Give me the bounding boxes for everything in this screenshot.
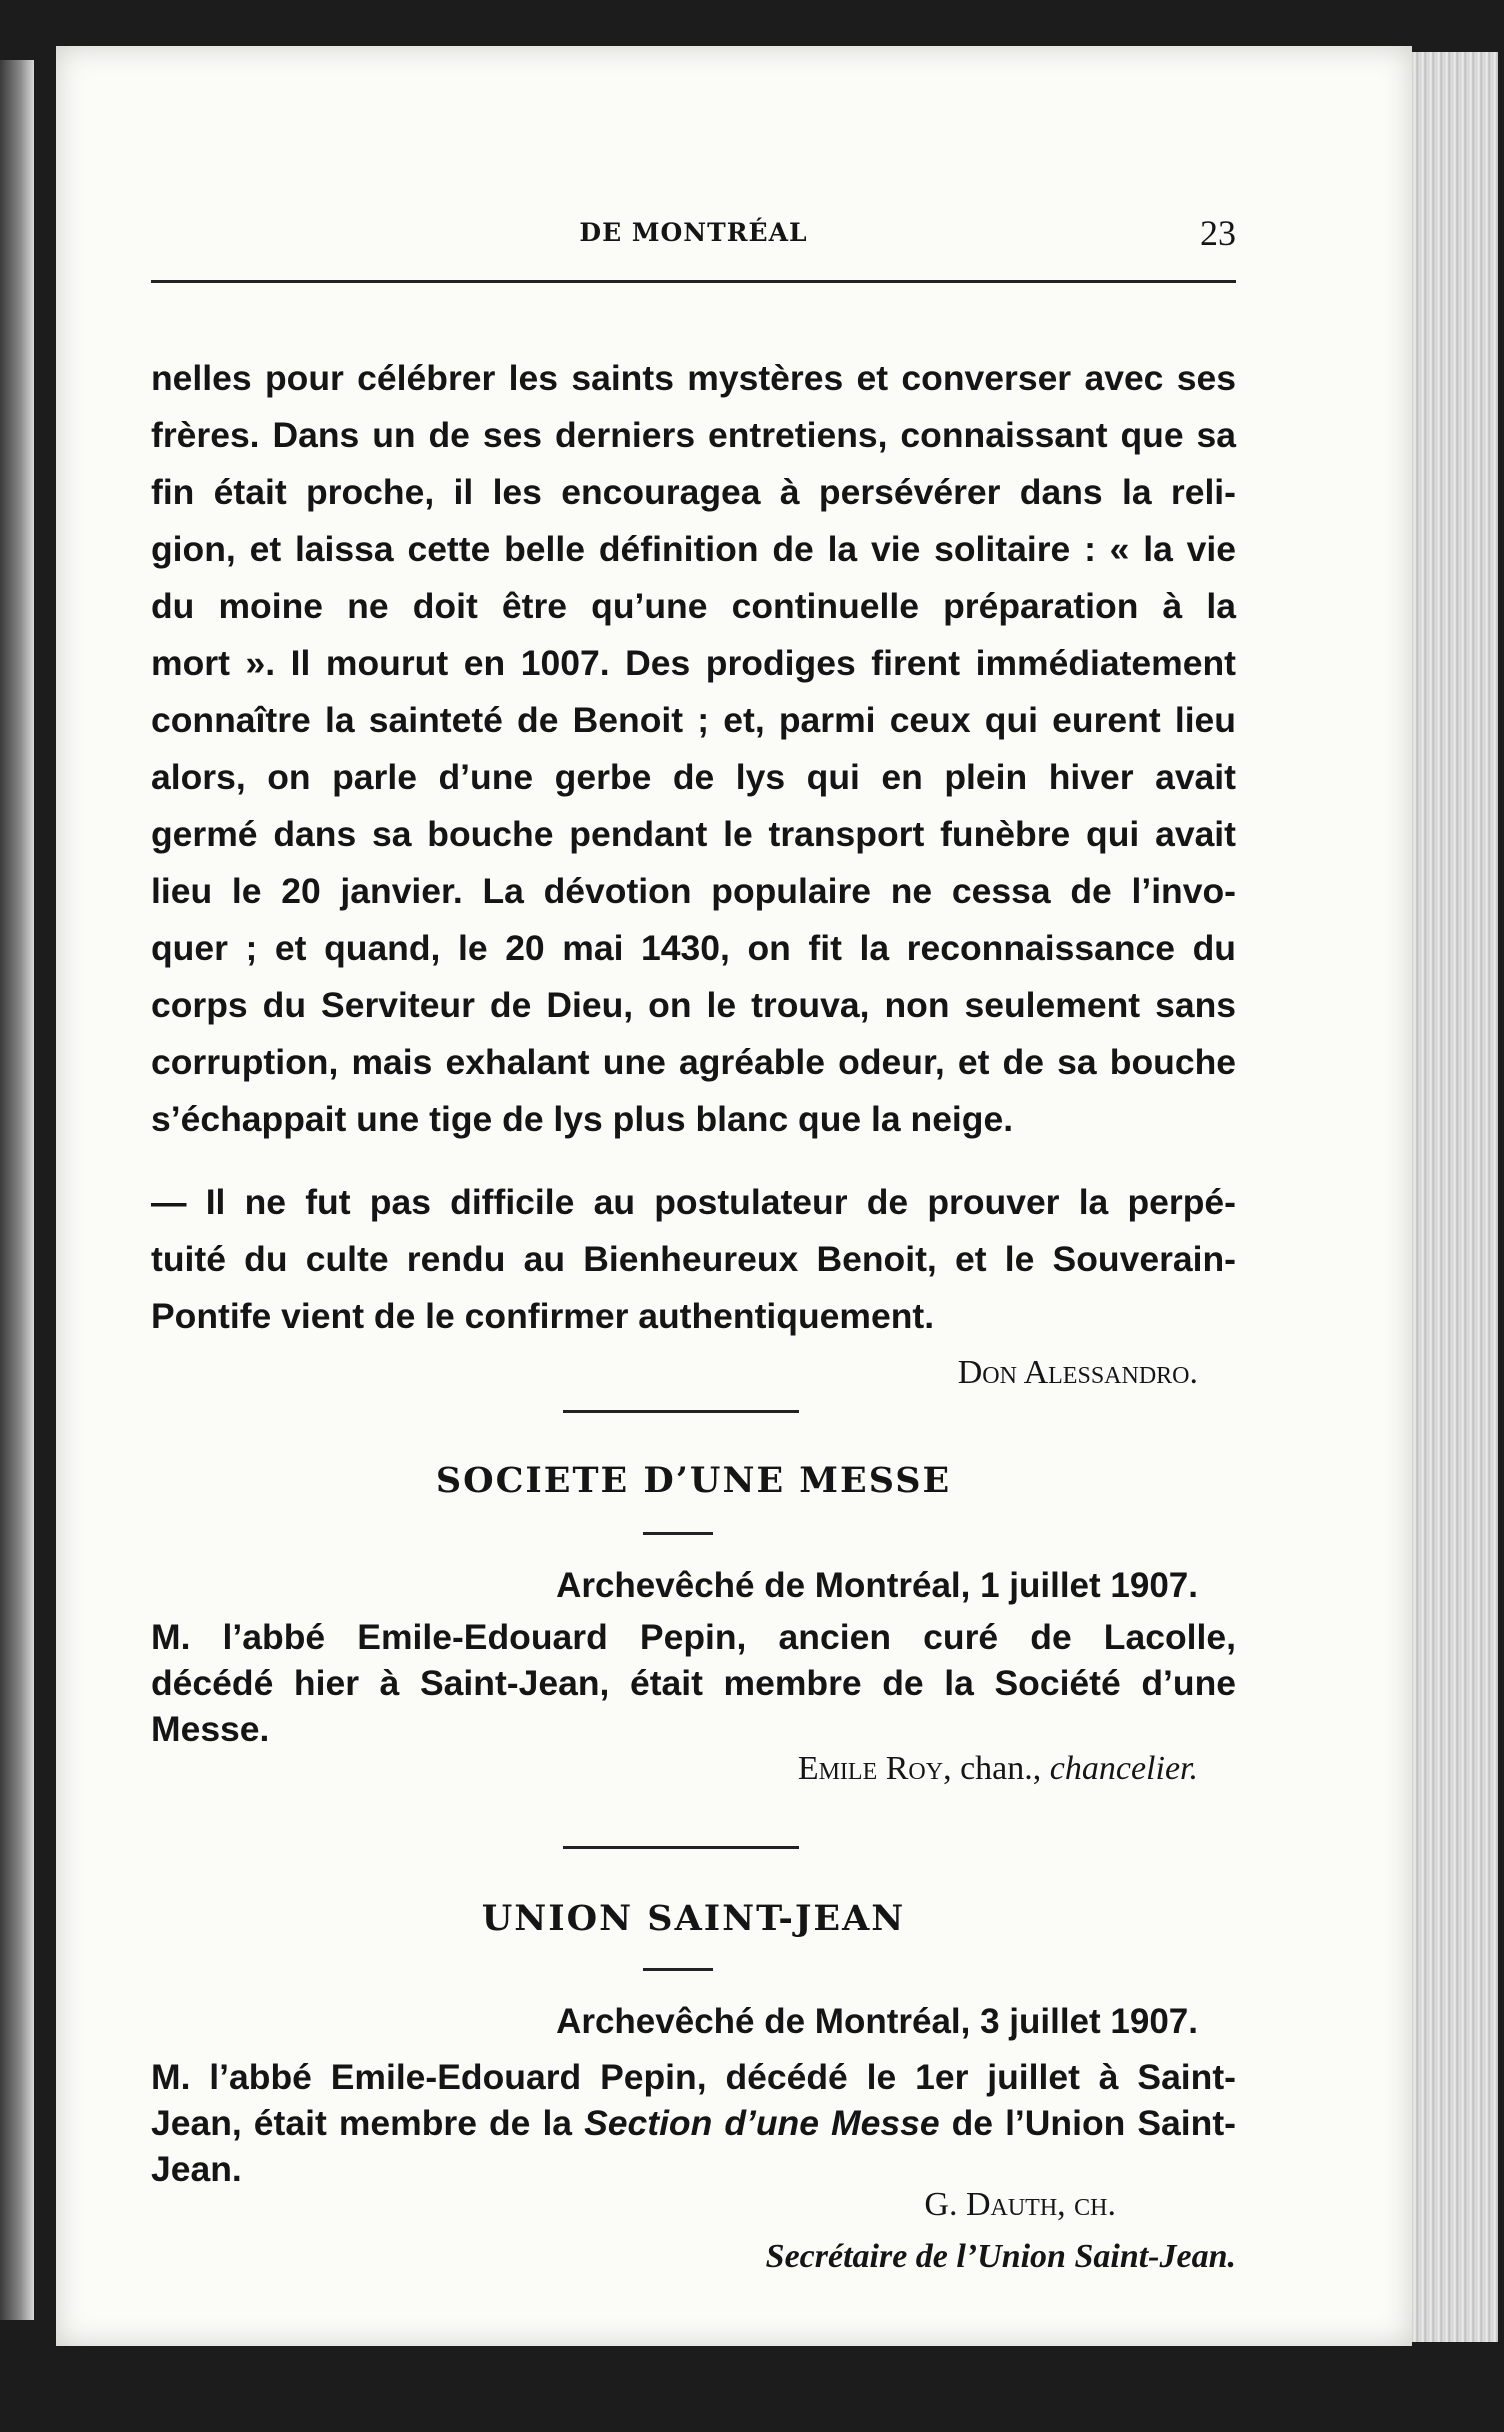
signature-dauth-title: Secrétaire de l’Union Saint-Jean.	[765, 2238, 1236, 2275]
book-page	[56, 46, 1412, 2346]
paragraph-line: mort ». Il mourut en 1007. Des prodiges firent immédiatement	[151, 643, 1236, 683]
running-head	[151, 212, 1236, 252]
paragraph-line: s’échappait une tige de lys plus blanc que la neige.	[151, 1099, 1014, 1139]
paragraph-line: fin était proche, il les encouragea à persévérer dans la reli-	[151, 472, 1236, 512]
paragraph-line: germé dans sa bouche pendant le transport funèbre qui avait	[151, 814, 1236, 854]
separator-rule	[563, 1846, 799, 1849]
paragraph-line: frères. Dans un de ses derniers entretiens, connaissant que sa	[151, 415, 1236, 455]
paragraph-1	[151, 350, 1236, 1148]
notice-line: M. l’abbé Emile-Edouard Pepin, décédé le 1er juillet à Saint-	[151, 2057, 1236, 2097]
notice-line: Messe.	[151, 1709, 270, 1749]
paragraph-line: alors, on parle d’une gerbe de lys qui en plein hiver avait	[151, 757, 1236, 797]
header-rule	[151, 280, 1236, 283]
paragraph-line: Pontife vient de le confirmer authentiquement.	[151, 1296, 935, 1336]
paragraph-line: lieu le 20 janvier. La dévotion populaire ne cessa de l’invo-	[151, 871, 1236, 911]
paragraph-line: nelles pour célébrer les saints mystères et converser avec ses	[151, 358, 1236, 398]
paragraph-line: — Il ne fut pas difficile au postulateur de prouver la perpé-	[151, 1182, 1236, 1222]
paragraph-2	[151, 1174, 1236, 1345]
paragraph-line: tuité du culte rendu au Bienheureux Benoit, et le Souverain-	[151, 1239, 1236, 1279]
dateline-1: Archevêché de Montréal, 1 juillet 1907.	[556, 1566, 1198, 1605]
paragraph-line: du moine ne doit être qu’une continuelle préparation à la	[151, 586, 1236, 626]
notice-italic: Section d’une Messe	[584, 2103, 940, 2143]
signature-dauth: G. Dauth, ch.	[924, 2186, 1116, 2223]
signature-roy	[798, 1750, 1198, 1788]
paragraph-line: connaître la sainteté de Benoit ; et, parmi ceux qui eurent lieu	[151, 700, 1236, 740]
notice-text: Jean, était membre de la	[151, 2103, 585, 2143]
section-title-union: UNION SAINT-JEAN	[481, 1898, 906, 1939]
page-number: 23	[1200, 213, 1236, 253]
notice-line: Jean.	[151, 2149, 242, 2189]
notice-line: M. l’abbé Emile-Edouard Pepin, ancien curé de Lacolle,	[151, 1617, 1236, 1657]
notice-societe	[151, 1614, 1236, 1752]
signature-name: Emile Roy	[797, 1750, 944, 1787]
short-rule	[643, 1968, 713, 1971]
paragraph-line: corps du Serviteur de Dieu, on le trouva, non seulement sans	[151, 985, 1236, 1025]
separator-rule	[563, 1410, 799, 1413]
paragraph-line: corruption, mais exhalant une agréable odeur, et de sa bouche	[151, 1042, 1236, 1082]
dateline-2: Archevêché de Montréal, 3 juillet 1907.	[556, 2002, 1198, 2041]
book-left-edge	[0, 60, 34, 2320]
running-title: DE MONTRÉAL	[579, 218, 808, 247]
paragraph-line: quer ; et quand, le 20 mai 1430, on fit la reconnaissance du	[151, 928, 1236, 968]
signature-role: , chan.,	[943, 1750, 1050, 1787]
notice-line: décédé hier à Saint-Jean, était membre de la Société d’une	[151, 1663, 1236, 1703]
paragraph-line: gion, et laissa cette belle définition de la vie solitaire : « la vie	[151, 529, 1236, 569]
notice-text: de l’Union Saint-	[939, 2103, 1236, 2143]
signature-title: chancelier.	[1049, 1750, 1198, 1787]
signature-alessandro: Don Alessandro.	[957, 1354, 1198, 1391]
notice-line	[151, 2100, 1236, 2146]
short-rule	[643, 1532, 713, 1535]
notice-union	[151, 2054, 1236, 2192]
section-title-societe: SOCIETE D’UNE MESSE	[435, 1460, 952, 1501]
